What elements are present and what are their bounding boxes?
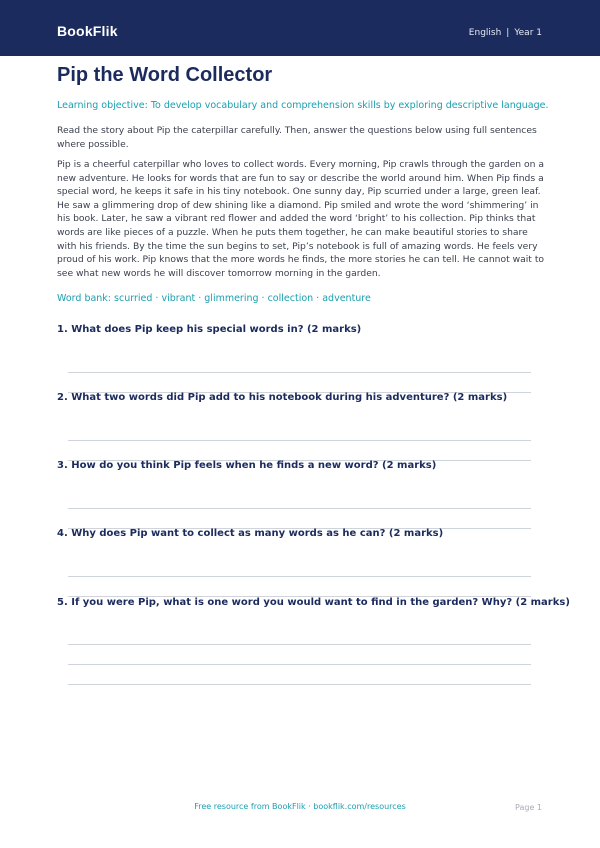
question-1: 1. What does Pip keep his special words in? (2 marks) [57, 324, 362, 335]
story-text: Pip is a cheerful caterpillar who loves to collect words. Every morning, Pip crawls through the garden on a new adventure. He looks for words that are fun to say or describe the world around him. When Pip finds a special word, he keeps it safe in his tiny notebook. One sunny day, Pip scurried under a large, green leaf. He saw a glimmering drop of dew shining like a diamond. Pip smiled and wrote the word ‘shimmering’ in his book. Later, he saw a vibrant red flower and added the word ‘bright’ to his collection. Pip thinks that words are like pieces of a puzzle. When he puts them together, he can make beautiful stories to share with his friends. By the time the sun begins to set, Pip’s notebook is full of amazing words. He feels very proud of his work. Pip knows that the more words he finds, the more stories he can tell. He cannot wait to see what new words he will discover tomorrow morning in the garden. [57, 159, 545, 279]
answer-line[interactable] [68, 576, 531, 577]
learning-objective: Learning objective: To develop vocabulary and comprehension skills by exploring descriptive language. [57, 100, 549, 111]
instructions: Read the story about Pip the caterpillar carefully. Then, answer the questions below using full sentences where possible. [57, 125, 537, 150]
question-2: 2. What two words did Pip add to his notebook during his adventure? (2 marks) [57, 392, 508, 403]
answer-line[interactable] [68, 440, 531, 441]
separator: | [506, 28, 510, 38]
answer-line[interactable] [68, 684, 531, 685]
answer-line[interactable] [68, 664, 531, 665]
brand-logo[interactable]: BookFlik [57, 23, 118, 39]
answer-line[interactable] [68, 508, 531, 509]
footer-credit[interactable]: Free resource from BookFlik · bookflik.com/resources [194, 802, 406, 811]
page-number: Page 1 [515, 803, 542, 812]
year-label: Year 1 [514, 28, 542, 38]
question-3: 3. How do you think Pip feels when he finds a new word? (2 marks) [57, 460, 437, 471]
page-title: Pip the Word Collector [57, 64, 273, 86]
question-4: 4. Why does Pip want to collect as many words as he can? (2 marks) [57, 528, 444, 539]
answer-line[interactable] [68, 372, 531, 373]
subject-year-label [469, 28, 542, 38]
word-bank: Word bank: scurried · vibrant · glimmering · collection · adventure [57, 293, 371, 304]
answer-line[interactable] [68, 644, 531, 645]
header-bar [0, 0, 600, 56]
subject-label: English [468, 28, 502, 38]
question-5: 5. If you were Pip, what is one word you would want to find in the garden? Why? (2 marks) [57, 597, 570, 608]
